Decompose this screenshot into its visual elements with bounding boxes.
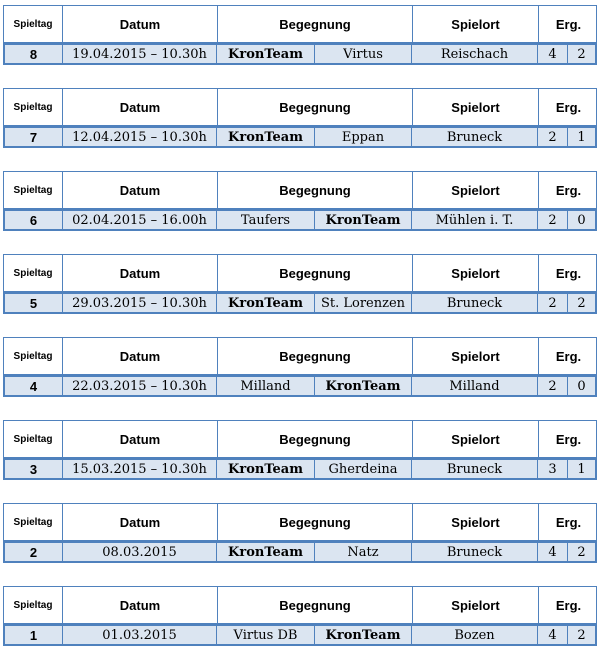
header-spielort: Spielort — [412, 587, 538, 623]
score-b: 0 — [567, 211, 595, 229]
spielort-value: Reischach — [411, 45, 537, 63]
datum-value: 02.04.2015 – 16.00h — [62, 211, 216, 229]
table-header — [3, 503, 597, 541]
table-row — [3, 375, 597, 397]
team-b: KronTeam — [314, 211, 411, 229]
header-begegnung: Begegnung — [217, 421, 412, 457]
score-a: 3 — [537, 460, 567, 478]
table-header — [3, 171, 597, 209]
datum-value: 01.03.2015 — [62, 626, 216, 644]
header-spieltag: Spieltag — [13, 433, 53, 445]
table-row — [3, 292, 597, 314]
spieltag-value: 5 — [29, 295, 38, 311]
datum-value: 22.03.2015 – 10.30h — [62, 377, 216, 395]
header-ergebnis: Erg. — [538, 255, 598, 291]
header-datum: Datum — [62, 504, 217, 540]
spielort-value: Bruneck — [411, 460, 537, 478]
table-header — [3, 586, 597, 624]
header-begegnung: Begegnung — [217, 255, 412, 291]
team-a: Milland — [216, 377, 314, 395]
team-a: KronTeam — [216, 460, 314, 478]
table-row — [3, 541, 597, 563]
header-spieltag: Spieltag — [13, 516, 53, 528]
score-b: 2 — [567, 45, 595, 63]
team-a: KronTeam — [216, 128, 314, 146]
header-datum: Datum — [62, 338, 217, 374]
header-begegnung: Begegnung — [217, 587, 412, 623]
datum-value: 29.03.2015 – 10.30h — [62, 294, 216, 312]
header-spielort: Spielort — [412, 338, 538, 374]
datum-value: 12.04.2015 – 10.30h — [62, 128, 216, 146]
spielort-value: Bruneck — [411, 543, 537, 561]
score-b: 2 — [567, 626, 595, 644]
header-datum: Datum — [62, 255, 217, 291]
spieltag-value: 3 — [29, 461, 38, 477]
team-b: St. Lorenzen — [314, 294, 411, 312]
team-b: Virtus — [314, 45, 411, 63]
header-spieltag: Spieltag — [13, 267, 53, 279]
spielort-value: Milland — [411, 377, 537, 395]
score-b: 1 — [567, 460, 595, 478]
spieltag-value: 1 — [29, 627, 38, 643]
table-header — [3, 337, 597, 375]
score-a: 4 — [537, 626, 567, 644]
header-ergebnis: Erg. — [538, 587, 598, 623]
table-row — [3, 43, 597, 65]
spieltag-value: 6 — [29, 212, 38, 228]
header-spieltag: Spieltag — [13, 18, 53, 30]
team-a: KronTeam — [216, 294, 314, 312]
header-spieltag: Spieltag — [13, 101, 53, 113]
header-spielort: Spielort — [412, 504, 538, 540]
header-begegnung: Begegnung — [217, 6, 412, 42]
team-b: KronTeam — [314, 626, 411, 644]
datum-value: 19.04.2015 – 10.30h — [62, 45, 216, 63]
team-b: KronTeam — [314, 377, 411, 395]
header-begegnung: Begegnung — [217, 504, 412, 540]
score-b: 1 — [567, 128, 595, 146]
score-a: 2 — [537, 211, 567, 229]
header-begegnung: Begegnung — [217, 89, 412, 125]
header-begegnung: Begegnung — [217, 338, 412, 374]
spieltag-value: 8 — [29, 46, 38, 62]
header-spielort: Spielort — [412, 6, 538, 42]
header-spieltag: Spieltag — [13, 184, 53, 196]
header-ergebnis: Erg. — [538, 172, 598, 208]
header-datum: Datum — [62, 6, 217, 42]
header-spielort: Spielort — [412, 89, 538, 125]
team-b: Gherdeina — [314, 460, 411, 478]
score-b: 0 — [567, 377, 595, 395]
score-a: 2 — [537, 294, 567, 312]
header-spielort: Spielort — [412, 255, 538, 291]
datum-value: 08.03.2015 — [62, 543, 216, 561]
table-header — [3, 254, 597, 292]
header-ergebnis: Erg. — [538, 89, 598, 125]
table-header — [3, 88, 597, 126]
spieltag-value: 7 — [29, 129, 38, 145]
team-a: Virtus DB — [216, 626, 314, 644]
header-spieltag: Spieltag — [13, 599, 53, 611]
team-a: Taufers — [216, 211, 314, 229]
table-row — [3, 458, 597, 480]
spieltag-value: 4 — [29, 378, 38, 394]
team-b: Natz — [314, 543, 411, 561]
header-datum: Datum — [62, 421, 217, 457]
header-ergebnis: Erg. — [538, 338, 598, 374]
header-ergebnis: Erg. — [538, 6, 598, 42]
header-spieltag: Spieltag — [13, 350, 53, 362]
score-b: 2 — [567, 543, 595, 561]
team-a: KronTeam — [216, 45, 314, 63]
spielort-value: Bruneck — [411, 128, 537, 146]
datum-value: 15.03.2015 – 10.30h — [62, 460, 216, 478]
header-spielort: Spielort — [412, 421, 538, 457]
spielort-value: Bruneck — [411, 294, 537, 312]
header-datum: Datum — [62, 587, 217, 623]
table-row — [3, 126, 597, 148]
score-a: 4 — [537, 45, 567, 63]
header-ergebnis: Erg. — [538, 504, 598, 540]
header-begegnung: Begegnung — [217, 172, 412, 208]
spieltag-value: 2 — [29, 544, 38, 560]
table-row — [3, 624, 597, 646]
header-datum: Datum — [62, 89, 217, 125]
table-header — [3, 5, 597, 43]
table-header — [3, 420, 597, 458]
score-a: 2 — [537, 128, 567, 146]
score-a: 2 — [537, 377, 567, 395]
team-a: KronTeam — [216, 543, 314, 561]
spielort-value: Mühlen i. T. — [411, 211, 537, 229]
spielort-value: Bozen — [411, 626, 537, 644]
team-b: Eppan — [314, 128, 411, 146]
header-spielort: Spielort — [412, 172, 538, 208]
header-datum: Datum — [62, 172, 217, 208]
table-row — [3, 209, 597, 231]
score-b: 2 — [567, 294, 595, 312]
header-ergebnis: Erg. — [538, 421, 598, 457]
score-a: 4 — [537, 543, 567, 561]
